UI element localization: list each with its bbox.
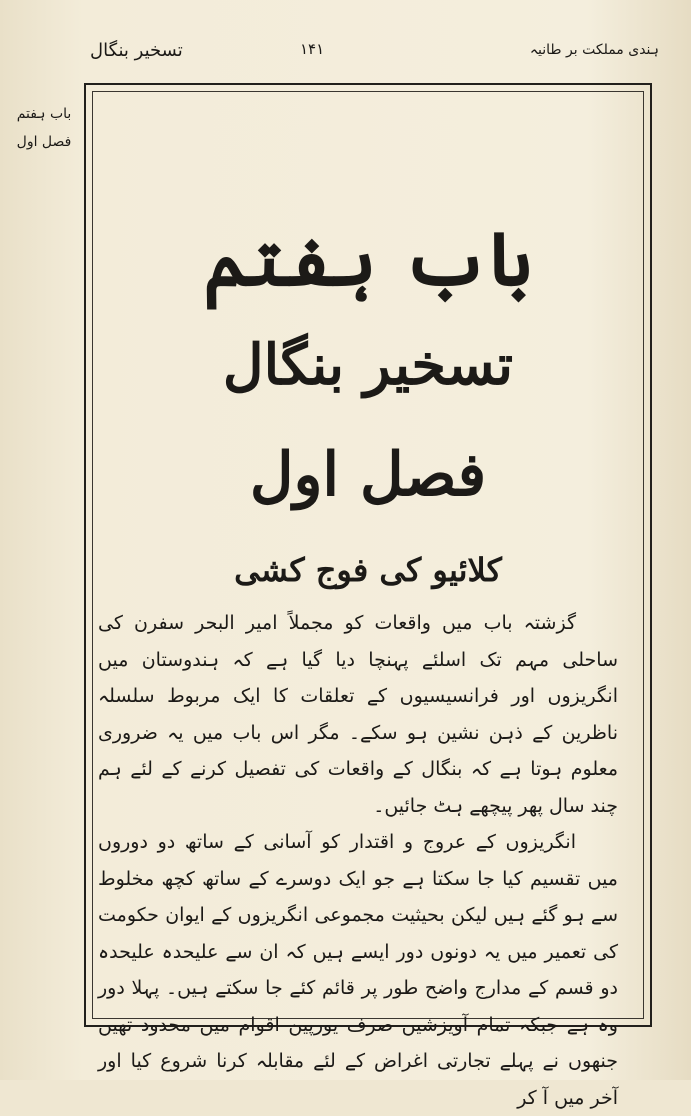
paragraph-1: گزشتہ باب میں واقعات کو مجملاً امیر البحر سفرن کی ساحلی مہم تک اسلئے پہنچا دیا گیا ہے کہ ہندوستان میں انگریزوں اور فرانسیسیوں کے تعلقات کا ایک مربوط سلسلہ ناظرین کے ذہن نشین ہو سکے۔ مگر اس باب میں یہ ضروری معلوم ہوتا ہے کہ بنگال کے واقعات کی تفصیل کرنے کے لئے ہم چند سال پھر پیچھے ہٹ جائیں۔ [98,612,618,817]
chapter-title: تسخیر بنگال [222,332,514,398]
body-text [98,605,618,1116]
page-header [90,38,659,68]
margin-note [14,100,74,156]
margin-note-chapter: باب ہفتم [16,106,72,122]
section-heading: فصل اول [249,440,487,510]
running-title-right: ہندی مملکت بر طانیہ [529,42,659,58]
margin-note-section: فصل اول [16,134,72,150]
page-number: ۱۴۱ [300,40,325,58]
section-subtitle: کلائیو کی فوج کشی [234,551,502,589]
running-title-left: تسخیر بنگال [90,40,183,61]
paragraph-2: انگریزوں کے عروج و اقتدار کو آسانی کے ساتھ دو دوروں میں تقسیم کیا جا سکتا ہے جو ایک دوسرے کے ساتھ کچھ مخلوط سے ہو گئے ہیں لیکن بحیثیت مجموعی انگریزوں کے ایوان حکومت کی تعمیر میں یہ دونوں دور ایسے ہیں کہ ان سے علیحدہ علیحدہ دو قسم کے مدارج واضح طور پر قائم کئے جا سکتے ہیں۔ پہلا دور وہ ہے جبکہ تمام آویزشیں صرف یورپین اقوام میں محدود تھیں جنھوں نے پہلے تجارتی اغراض کے لئے مقابلہ کرنا شروع کیا اور آخر میں آ کر [98,831,618,1109]
chapter-heading: باب ہفتم [203,217,533,303]
